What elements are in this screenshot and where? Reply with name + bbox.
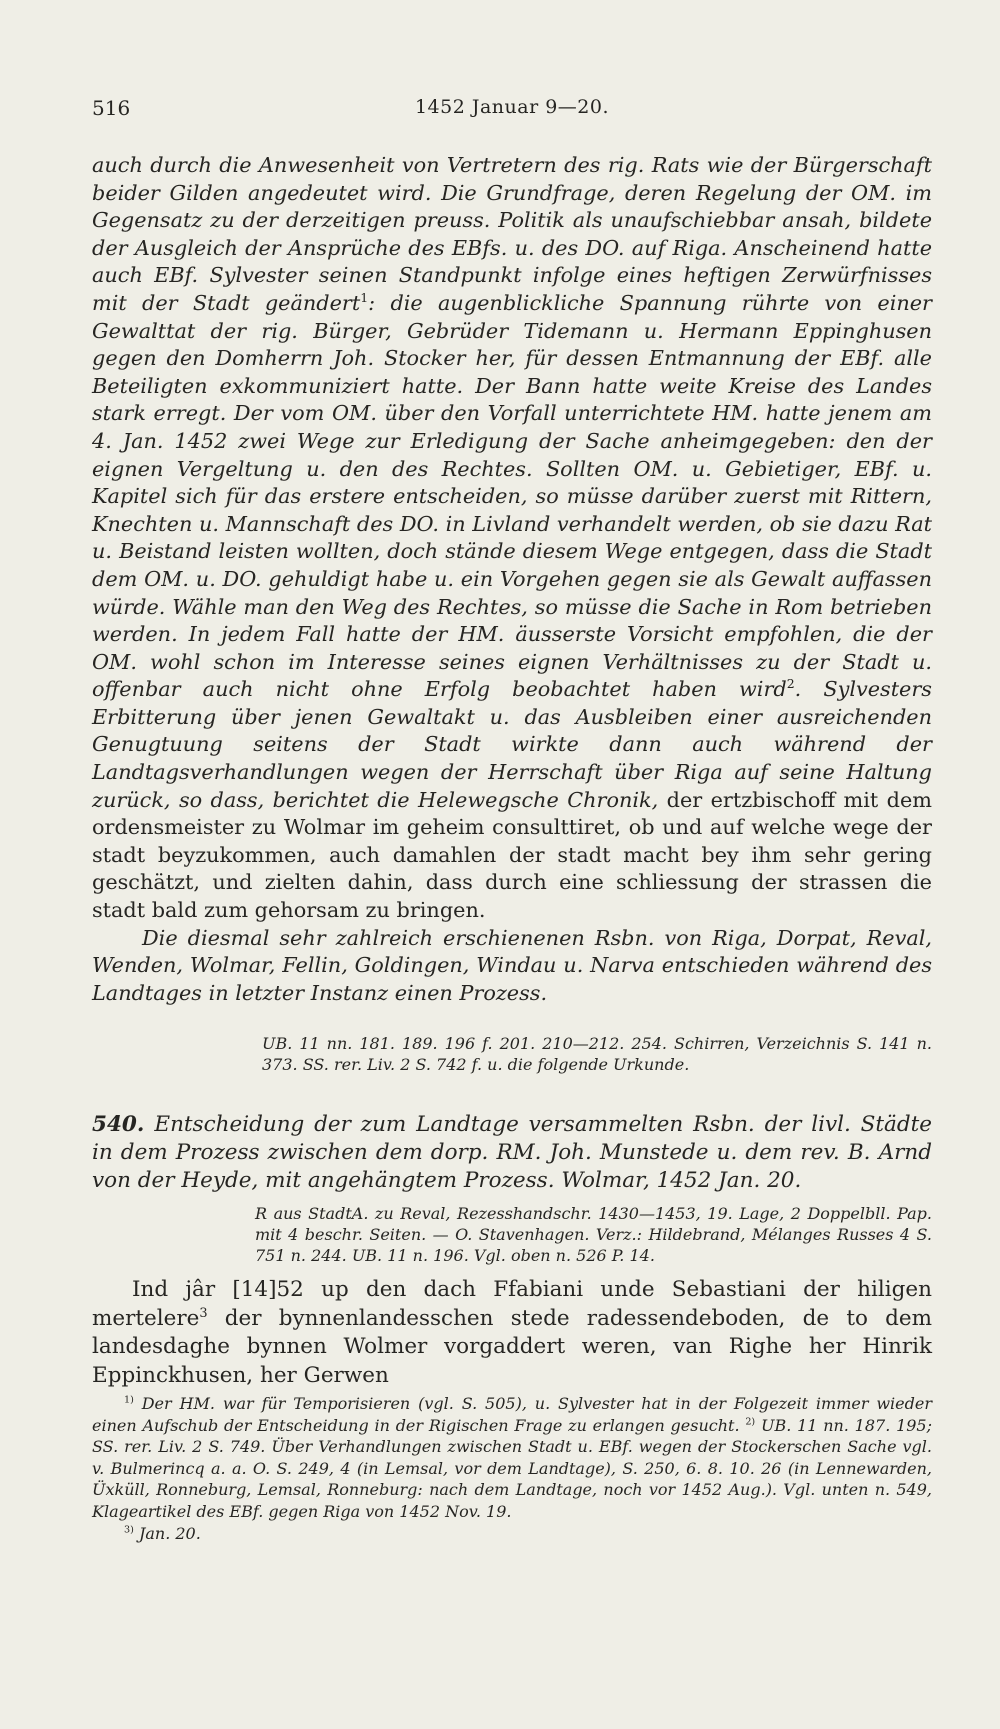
commentary <box>92 152 932 1007</box>
footnote-number: 2) <box>745 1416 756 1428</box>
commentary-text: auch durch die Anwesenheit von Vertretern des rig. Rats wie der Bürgerschaft beider Gilden angedeutet wird. Die Grundfrage, deren Regelung der OM. im Gegensatz zu der derzeitigen preuss. Politik als unaufschiebbar ansah, bildete der Ausgleich der Ansprüche des EBfs. u. des DO. auf Riga. Anscheinend hatte auch EBf. Sylvester seinen Standpunkt infolge eines heftigen Zerwürfnisses mit der Stadt geändert <box>92 153 932 315</box>
provenance-note: R aus StadtA. zu Reval, Rezesshandschr. 1430—1453, 19. Lage, 2 Doppelbll. Pap. mit 4 beschr. Seiten. — O. Stavenhagen. Verz.: Hildebrand, Mélanges Russes 4 S. 751 n. 244. UB. 11 n. 196. Vgl. oben n. 526 P. 14. <box>255 1204 932 1265</box>
document-paragraph <box>92 1276 932 1390</box>
sources-note: UB. 11 nn. 181. 189. 196 f. 201. 210—212. 254. Schirren, Verzeichnis S. 141 n. 373. SS. rer. Liv. 2 S. 742 f. u. die folgende Urkunde. <box>262 1034 932 1074</box>
footnote-ref: 1 <box>360 290 369 306</box>
chronicle-quote: der ertzbischoff mit dem ordensmeister zu Wolmar im geheim consulttiret, ob und auf welche wege der stadt beyzukommen, auch damahlen der stadt macht bey ihm sehr gering geschätzt, und zielten dahin, dass durch eine schliessung der strassen die stadt bald zum gehorsam zu bringen. <box>92 787 932 923</box>
document-text-a: Ind jâr [14]52 up den dach Ffabiani unde Sebastiani der hiligen mertelere <box>92 1277 932 1331</box>
commentary-text: : die augenblickliche Spannung rührte von einer Gewalttat der rig. Bürger, Gebrüder Tidemann u. Hermann Eppinghusen gegen den Domherrn Joh. Stocker her, für dessen Entmannung der EBf. alle Beteiligten exkommuniziert hatte. Der Bann hatte weite Kreise des Landes stark erregt. Der vom OM. über den Vorfall unterrichtete HM. hatte jenem am 4. Jan. 1452 zwei Wege zur Erledigung der Sache anheimgegeben: den der eignen Vergeltung u. den des Rechtes. Sollten OM. u. Gebietiger, EBf. u. Kapitel sich für das erstere entscheiden, so müsse darüber zuerst mit Rittern, Knechten u. Mannschaft des DO. in Livland verhandelt werden, ob sie dazu Rat u. Beistand leisten wollten, doch stände diesem Wege entgegen, dass die Stadt dem OM. u. DO. gehuldigt habe u. ein Vorgehen gegen sie als Gewalt auffassen würde. Wähle man den Weg des Rechtes, so müsse die Sache in Rom betrieben werden. In jedem Fall hatte der HM. äusserste Vorsicht empfohlen, die der OM. wohl schon im Interesse seines eignen Verhältnisses zu der Stadt u. offenbar auch nicht ohne Erfolg beobachtet haben wird <box>92 290 932 702</box>
footnote-text: Jan. 20. <box>133 1523 201 1543</box>
footnotes <box>92 1393 932 1544</box>
document-text-b: der bynnenlandesschen stede radessendeboden, de to dem landesdaghe bynnen Wolmer vorgaddert weren, van Righe her Hinrik Eppinckhusen, her Gerwen <box>92 1305 932 1388</box>
footnote-number: 1) <box>124 1394 134 1406</box>
footnote-3 <box>92 1523 932 1545</box>
footnote-ref: 3 <box>199 1305 208 1321</box>
running-head: 1452 Januar 9—20. <box>414 96 610 118</box>
footnote-ref: 2 <box>786 676 795 692</box>
footnote-text: UB. 11 nn. 187. 195; SS. rer. Liv. 2 S. 749. Über Verhandlungen zwischen Stadt u. EBf. wegen der Stockerschen Sache vgl. v. Bulmerincq a. a. O. S. 249, 4 (in Lemsal, vor dem Landtage), S. 250, 6. 8. 10. 26 (in Lennewarden, Üxküll, Ronneburg, Lemsal, Ronneburg: nach dem Landtage, noch vor 1452 Aug.). Vgl. unten n. 549, Klageartikel des EBf. gegen Riga von 1452 Nov. 19. <box>92 1415 932 1521</box>
commentary-paragraph-2: Die diesmal sehr zahlreich erschienenen Rsbn. von Riga, Dorpat, Reval, Wenden, Wolmar, Fellin, Goldingen, Windau u. Narva entschieden während des Landtages in letzter Instanz einen Prozess. <box>92 925 932 1005</box>
entry-number: 540. <box>92 1112 145 1137</box>
commentary-paragraph <box>92 152 932 925</box>
document-text <box>92 1276 932 1390</box>
footnote-1 <box>92 1393 932 1523</box>
page-number: 516 <box>92 96 131 120</box>
entry-title: Entscheidung der zum Landtage versammelten Rsbn. der livl. Städte in dem Prozess zwischen dem dorp. RM. Joh. Munstede u. dem rev. B. Arnd von der Heyde, mit angehängtem Prozess. Wolmar, 1452 Jan. 20. <box>92 1112 932 1193</box>
page-header <box>92 96 932 126</box>
footnote-number: 3) <box>124 1524 134 1536</box>
footnote-text: Der HM. war für Temporisieren (vgl. S. 505), u. Sylvester hat in der Folgezeit immer wieder einen Aufschub der Entscheidung in der Rigischen Frage zu erlangen gesucht. <box>92 1394 932 1435</box>
entry-heading <box>92 1111 932 1195</box>
commentary-text: . Sylvesters Erbitterung über jenen Gewaltakt u. das Ausbleiben einer ausreichenden Genugtuung seitens der Stadt wirkte dann auch während der Landtagsverhandlungen wegen der Herrschaft über Riga auf seine Haltung zurück, so dass, berichtet die Helewegsche Chronik, <box>92 677 932 812</box>
